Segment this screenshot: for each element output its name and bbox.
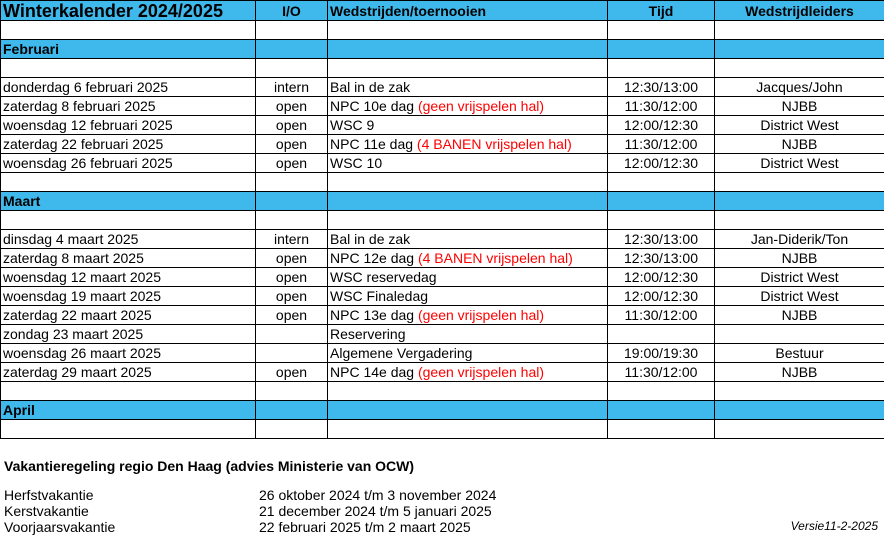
event-date [1,154,256,173]
event-name [328,97,608,116]
event-date-text: zaterdag 29 maart 2025 [3,364,152,380]
event-name-text: WSC Finaledag [330,288,429,304]
event-leader [715,78,884,97]
event-io [256,97,328,116]
event-io [256,344,328,363]
event-leader [715,287,884,306]
event-time [608,287,715,306]
month-label: April [1,401,256,420]
event-leader-text: Jacques/John [756,79,843,95]
spacer-row [1,173,884,192]
event-row [1,306,884,325]
event-name-text: WSC reservedag [330,269,437,285]
event-name [328,325,608,344]
vakantie-row [4,519,471,535]
event-name [328,135,608,154]
event-name [328,306,608,325]
event-leader [715,154,884,173]
event-leader-text: District West [760,117,839,133]
event-date [1,306,256,325]
event-name [328,116,608,135]
event-name [328,78,608,97]
event-io-text: open [275,288,308,304]
event-io [256,230,328,249]
event-time-text: 12:00/12:30 [624,288,698,304]
event-time [608,325,715,344]
month-row-april [1,401,884,420]
vakantie-period: 21 december 2024 t/m 5 januari 2025 [259,503,492,519]
event-io [256,249,328,268]
event-name [328,230,608,249]
event-row [1,78,884,97]
event-leader-text: District West [760,288,839,304]
event-io-text: open [275,136,308,152]
event-io [256,306,328,325]
event-leader-text: Bestuur [775,345,824,361]
event-date-text: zaterdag 22 maart 2025 [3,307,152,323]
vakantie-name: Herfstvakantie [4,487,94,503]
event-io-text: intern [273,231,310,247]
event-name-text: WSC 9 [330,117,375,133]
event-time-text: 12:00/12:30 [624,155,698,171]
event-date [1,135,256,154]
event-note: (4 BANEN vrijspelen hal) [417,250,573,266]
event-date-text: woensdag 26 maart 2025 [3,345,161,361]
event-io [256,135,328,154]
event-time-text: 11:30/12:00 [624,307,698,323]
spacer-row [1,59,884,78]
version-label: Versie11-2-2025 [790,519,878,533]
event-io-text: open [275,155,308,171]
vakantie-row [4,487,496,503]
event-time [608,154,715,173]
event-name-text: NPC 10e dag [330,98,418,114]
event-time [608,116,715,135]
spacer-row [1,382,884,401]
month-label: Februari [1,40,256,59]
event-row [1,344,884,363]
event-io [256,363,328,382]
event-row [1,287,884,306]
event-time [608,268,715,287]
event-row [1,154,884,173]
col-event-header: Wedstrijden/toernooien [328,1,608,21]
event-name [328,287,608,306]
event-io [256,287,328,306]
event-leader [715,325,884,344]
event-time-text: 12:30/13:00 [624,250,698,266]
event-date [1,97,256,116]
event-leader-text: NJBB [781,307,818,323]
event-date [1,287,256,306]
event-row [1,116,884,135]
spacer-row [1,211,884,230]
event-name-text: Bal in de zak [330,79,411,95]
event-io-text: intern [273,79,310,95]
spacer-row [1,420,884,439]
event-leader [715,97,884,116]
event-time-text: 11:30/12:00 [624,136,698,152]
event-io [256,268,328,287]
februari-rows [1,78,884,173]
event-name [328,363,608,382]
event-name-text: Reservering [330,326,406,342]
event-row [1,230,884,249]
event-date-text: woensdag 19 maart 2025 [3,288,161,304]
event-leader [715,268,884,287]
vakantie-period: 22 februari 2025 t/m 2 maart 2025 [259,519,471,535]
event-time [608,230,715,249]
event-leader [715,230,884,249]
event-date [1,116,256,135]
event-io [256,154,328,173]
event-date-text: donderdag 6 februari 2025 [3,79,169,95]
event-date [1,78,256,97]
event-row [1,249,884,268]
vakantie-period: 26 oktober 2024 t/m 3 november 2024 [259,487,497,503]
event-date-text: woensdag 26 februari 2025 [3,155,173,171]
event-date-text: dinsdag 4 maart 2025 [3,231,139,247]
month-row-februari [1,40,884,59]
event-date [1,230,256,249]
event-date-text: zaterdag 22 februari 2025 [3,136,164,152]
month-label: Maart [1,192,256,211]
event-io [256,78,328,97]
event-leader [715,344,884,363]
vakantie-title: Vakantieregeling regio Den Haag (advies Ministerie van OCW) [4,458,415,474]
vakantie-row [4,503,492,519]
event-date [1,344,256,363]
event-date [1,249,256,268]
event-date-text: zaterdag 8 maart 2025 [3,250,144,266]
event-leader [715,249,884,268]
event-name [328,154,608,173]
event-name-text: NPC 14e dag [330,364,418,380]
event-name-text: NPC 11e dag [330,136,417,152]
event-time [608,344,715,363]
event-row [1,363,884,382]
event-leader [715,135,884,154]
event-leader-text: NJBB [781,364,818,380]
event-time [608,97,715,116]
event-date [1,268,256,287]
event-date-text: zondag 23 maart 2025 [3,326,144,342]
event-row [1,268,884,287]
vakantie-name: Voorjaarsvakantie [4,519,116,535]
event-leader-text: NJBB [781,136,818,152]
col-time-header: Tijd [608,1,715,21]
event-io-text: open [275,98,308,114]
event-time-text: 12:30/13:00 [624,231,698,247]
event-leader [715,116,884,135]
event-row [1,135,884,154]
vakantie-name: Kerstvakantie [4,503,89,519]
event-time [608,306,715,325]
event-time [608,135,715,154]
event-note: (geen vrijspelen hal) [417,98,545,114]
event-leader [715,306,884,325]
event-date-text: zaterdag 8 februari 2025 [3,98,156,114]
event-leader-text: Jan-Diderik/Ton [750,231,849,247]
event-io-text: open [275,117,308,133]
calendar-title: Winterkalender 2024/2025 [1,1,256,21]
event-name-text: NPC 13e dag [330,307,418,323]
event-date-text: woensdag 12 maart 2025 [3,269,161,285]
month-row-maart [1,192,884,211]
event-note: (geen vrijspelen hal) [417,307,545,323]
event-date [1,325,256,344]
event-io [256,325,328,344]
event-note: (4 BANEN vrijspelen hal) [416,136,572,152]
event-date-text: woensdag 12 februari 2025 [3,117,173,133]
event-leader-text: NJBB [781,250,818,266]
spacer-row [1,21,884,40]
event-name-text: Bal in de zak [330,231,411,247]
event-time-text: 19:00/19:30 [624,345,698,361]
event-name-text: WSC 10 [330,155,383,171]
col-io-header: I/O [256,1,328,21]
event-name [328,344,608,363]
event-io [256,116,328,135]
maart-rows [1,230,884,382]
event-leader [715,363,884,382]
event-row [1,97,884,116]
event-name-text: Algemene Vergadering [330,345,473,361]
event-name [328,249,608,268]
col-leaders-header: Wedstrijdleiders [715,1,884,21]
event-note: (geen vrijspelen hal) [417,364,545,380]
event-time-text: 12:30/13:00 [624,79,698,95]
event-time-text: 11:30/12:00 [624,98,698,114]
header-row [1,1,884,21]
event-date [1,363,256,382]
event-name [328,268,608,287]
event-time-text: 12:00/12:30 [624,117,698,133]
event-time-text: 11:30/12:00 [624,364,698,380]
event-row [1,325,884,344]
event-name-text: NPC 12e dag [330,250,418,266]
event-leader-text: District West [760,155,839,171]
event-io-text: open [275,269,308,285]
event-io-text: open [275,250,308,266]
event-io-text: open [275,364,308,380]
event-leader-text: NJBB [781,98,818,114]
event-time [608,363,715,382]
event-time [608,249,715,268]
event-leader-text: District West [760,269,839,285]
event-time [608,78,715,97]
event-io-text: open [275,307,308,323]
event-time-text: 12:00/12:30 [624,269,698,285]
